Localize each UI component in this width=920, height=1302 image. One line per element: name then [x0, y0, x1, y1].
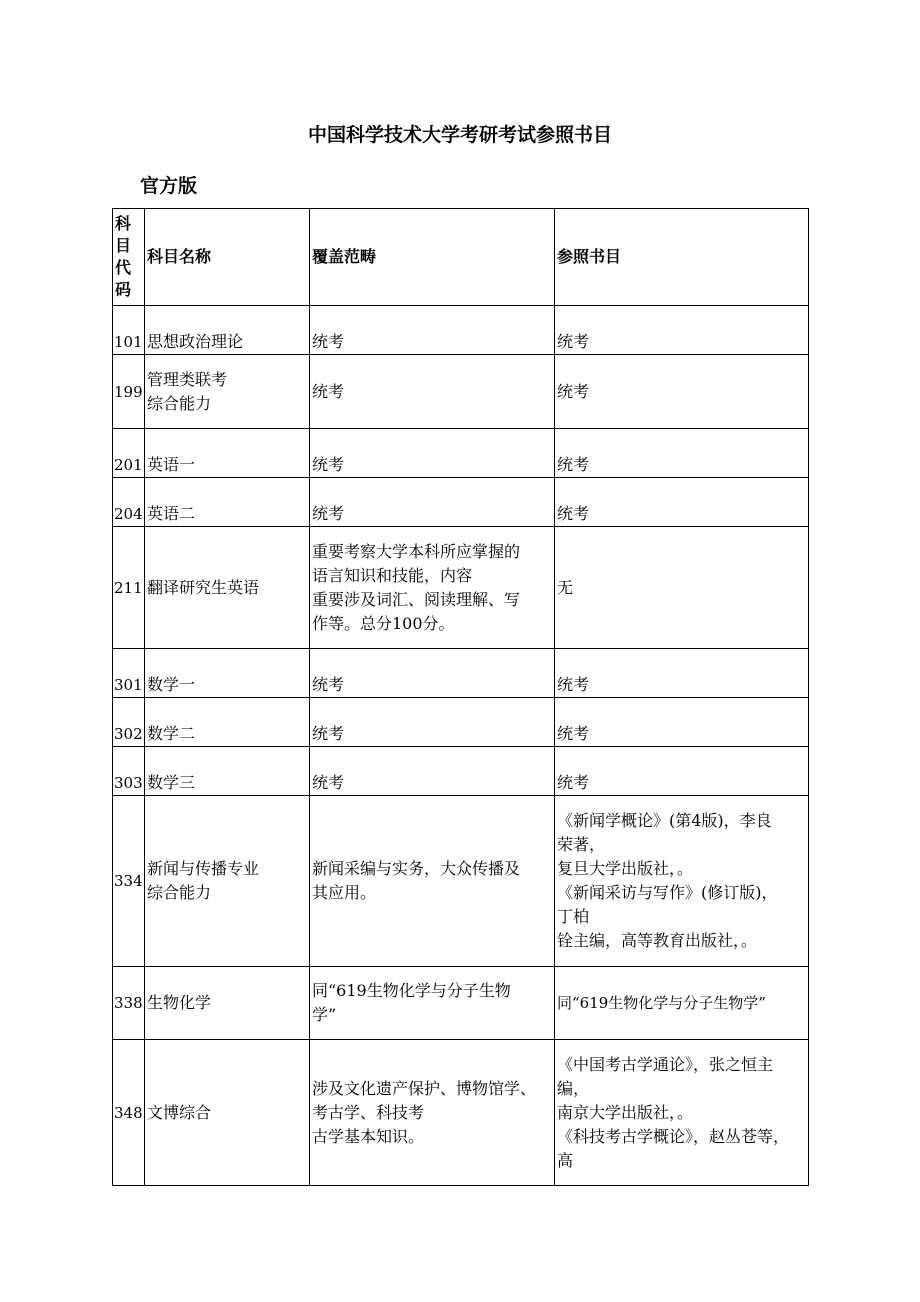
subject-name: 翻译研究生英语: [145, 527, 310, 649]
subject-scope: 统考: [310, 306, 555, 355]
subject-code: 303: [113, 747, 145, 796]
subject-books: 同“619生物化学与分子生物学”: [555, 967, 809, 1040]
subject-scope: 统考: [310, 649, 555, 698]
subject-scope: 重要考察大学本科所应掌握的 语言知识和技能，内容 重要涉及词汇、阅读理解、写 作等。总分100分。: [310, 527, 555, 649]
subject-books: 统考: [555, 306, 809, 355]
table-row: [113, 429, 809, 478]
subject-name: 管理类联考 综合能力: [145, 355, 310, 429]
table-header-row: [113, 209, 809, 306]
table-row: [113, 355, 809, 429]
document-subtitle: 官方版: [140, 175, 198, 197]
subject-scope: 统考: [310, 355, 555, 429]
subject-books: 统考: [555, 429, 809, 478]
subject-scope: 同“619生物化学与分子生物 学”: [310, 967, 555, 1040]
subject-code: 199: [113, 355, 145, 429]
subject-books: 统考: [555, 747, 809, 796]
table-row: [113, 478, 809, 527]
subject-name: 生物化学: [145, 967, 310, 1040]
subject-code: 348: [113, 1040, 145, 1186]
subject-scope: 统考: [310, 747, 555, 796]
subject-books: 统考: [555, 478, 809, 527]
subject-books: 无: [555, 527, 809, 649]
subject-code: 101: [113, 306, 145, 355]
table-row: [113, 747, 809, 796]
document-title: 中国科学技术大学考研考试参照书目: [307, 124, 612, 146]
subject-books: 《新闻学概论》(第4版)，李良 荣著， 复旦大学出版社，。 《新闻采访与写作》(修订版)， 丁柏 铨主编，高等教育出版社，。: [555, 796, 809, 967]
subject-name: 数学二: [145, 698, 310, 747]
subject-books: 《中国考古学通论》，张之恒主 编， 南京大学出版社，。 《科技考古学概论》，赵丛苍等， 高: [555, 1040, 809, 1186]
subject-name: 数学一: [145, 649, 310, 698]
subject-name: 数学三: [145, 747, 310, 796]
header-subject-code: 科 目 代 码: [113, 209, 145, 306]
reference-books-table: [112, 208, 809, 1186]
table-row: [113, 698, 809, 747]
subject-code: 204: [113, 478, 145, 527]
table-row: [113, 967, 809, 1040]
subject-scope: 新闻采编与实务，大众传播及 其应用。: [310, 796, 555, 967]
header-subject-name: 科目名称: [145, 209, 310, 306]
subject-scope: 统考: [310, 429, 555, 478]
subject-scope: 统考: [310, 698, 555, 747]
subject-books: 统考: [555, 649, 809, 698]
subject-code: 334: [113, 796, 145, 967]
subject-books: 统考: [555, 698, 809, 747]
table-row: [113, 527, 809, 649]
table-row: [113, 1040, 809, 1186]
subject-name: 新闻与传播专业 综合能力: [145, 796, 310, 967]
header-reference-books: 参照书目: [555, 209, 809, 306]
subject-scope: 涉及文化遗产保护、博物馆学、 考古学、科技考 古学基本知识。: [310, 1040, 555, 1186]
subject-name: 英语二: [145, 478, 310, 527]
subject-code: 201: [113, 429, 145, 478]
subject-code: 211: [113, 527, 145, 649]
subject-books: 统考: [555, 355, 809, 429]
subject-scope: 统考: [310, 478, 555, 527]
subject-name: 英语一: [145, 429, 310, 478]
table-row: [113, 649, 809, 698]
table-row: [113, 796, 809, 967]
subject-code: 338: [113, 967, 145, 1040]
subject-name: 文博综合: [145, 1040, 310, 1186]
subject-code: 301: [113, 649, 145, 698]
table-row: [113, 306, 809, 355]
header-scope: 覆盖范畴: [310, 209, 555, 306]
subject-code: 302: [113, 698, 145, 747]
subject-name: 思想政治理论: [145, 306, 310, 355]
